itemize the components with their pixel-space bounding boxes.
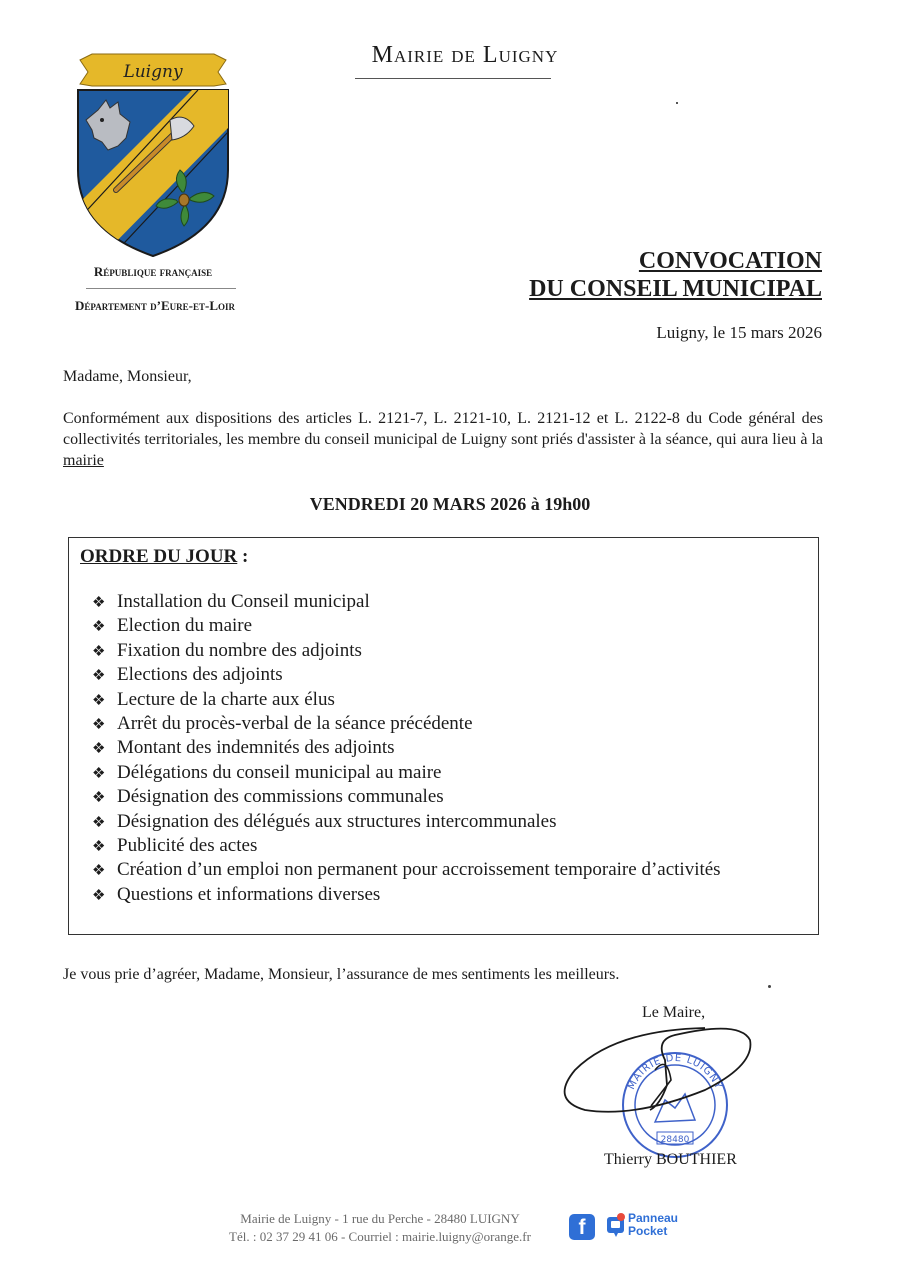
diamond-bullet-icon: ❖ [92,765,106,782]
stamp-code: 28480 [660,1135,690,1145]
agenda-item-label: Installation du Conseil municipal [117,591,370,612]
agenda-title [80,546,248,568]
mayor-signature-stamp [555,1010,765,1160]
footer-address: Mairie de Luigny - 1 rue du Perche - 28480 LUIGNY [240,1211,520,1226]
agenda-item [92,810,721,834]
panneau-pocket-line1: Panneau [628,1211,679,1225]
diamond-bullet-icon: ❖ [92,741,106,758]
salutation: Madame, Monsieur, [63,368,192,385]
agenda-title-colon: : [237,546,249,567]
diamond-bullet-icon: ❖ [92,619,106,636]
agenda-list [92,590,721,907]
page-title: Mairie de Luigny [371,42,559,68]
scan-speck [768,985,771,988]
left-divider [86,288,236,289]
republique-label: République française [93,264,213,279]
agenda-item-label: Délégations du conseil municipal au maire [117,761,442,783]
convocation-subheading: DU CONSEIL MUNICIPAL [529,276,822,302]
stamp-text: MAIRIE DE LUIGNY [626,1052,724,1092]
diamond-bullet-icon: ❖ [92,814,106,831]
meeting-datetime: VENDREDI 20 MARS 2026 à 19h00 [309,494,591,514]
letter-date: Luigny, le 15 mars 2026 [656,323,822,342]
agenda-title-text: ORDRE DU JOUR [80,546,238,567]
diamond-bullet-icon: ❖ [92,595,106,611]
diamond-bullet-icon: ❖ [92,668,106,685]
diamond-bullet-icon: ❖ [92,863,106,880]
agenda-item [92,688,721,712]
panneau-pocket-icon [606,1212,626,1238]
facebook-icon: f [569,1214,595,1240]
agenda-item-label: Montant des indemnités des adjoints [117,737,395,759]
agenda-item [92,639,721,663]
panneau-pocket-label [628,1212,678,1238]
convocation-heading: CONVOCATION [638,248,822,274]
svg-text:Luigny: Luigny [123,62,183,82]
agenda-item [92,785,721,809]
coat-of-arms-logo [72,50,234,260]
agenda-item-label: Création d’un emploi non permanent pour accroissement temporaire d’activités [117,859,721,881]
agenda-item [92,663,721,687]
agenda-item [92,590,721,614]
letter-body [63,408,823,471]
agenda-item [92,712,721,736]
agenda-item-label: Arrêt du procès-verbal de la séance précédente [117,712,473,734]
diamond-bullet-icon: ❖ [92,692,106,709]
agenda-item [92,883,721,907]
scan-speck [676,102,678,104]
agenda-item [92,761,721,785]
mayor-name: Thierry BOUTHIER [604,1151,737,1168]
agenda-item-label: Désignation des délégués aux structures intercommunales [117,810,557,832]
agenda-item-label: Questions et informations diverses [117,883,381,905]
letter-body-text: Conformément aux dispositions des articles L. 2121-7, L. 2121-10, L. 2121-12 et L. 2122-8 du Code général des collectivités territoriales, les membre du conseil municipal de Luigny sont priés d'assister à la séance, qui aura lieu à la [63,410,823,448]
footer-contact: Tél. : 02 37 29 41 06 - Courriel : mairie.luigny@orange.fr [229,1229,531,1244]
agenda-item-label: Fixation du nombre des adjoints [117,639,362,661]
agenda-item [92,858,721,882]
agenda-item [92,614,721,638]
agenda-item [92,736,721,760]
agenda-item-label: Election du maire [117,615,253,637]
agenda-item-label: Désignation des commissions communales [117,786,444,808]
closing-formula: Je vous prie d’agréer, Madame, Monsieur, l’assurance de mes sentiments les meilleurs. [63,966,620,983]
meeting-location: mairie [63,452,104,469]
departement-label: Département d’Eure-et-Loir [75,298,235,313]
diamond-bullet-icon: ❖ [92,790,106,807]
panneau-pocket-line2: Pocket [628,1224,668,1238]
diamond-bullet-icon: ❖ [92,643,106,660]
diamond-bullet-icon: ❖ [92,887,106,904]
agenda-item [92,834,721,858]
agenda-item-label: Publicité des actes [117,834,258,856]
title-divider [355,78,551,79]
agenda-item-label: Lecture de la charte aux élus [117,688,335,710]
diamond-bullet-icon: ❖ [92,838,106,855]
diamond-bullet-icon: ❖ [92,716,106,733]
signatory-title: Le Maire, [642,1004,706,1021]
agenda-item-label: Elections des adjoints [117,664,283,686]
